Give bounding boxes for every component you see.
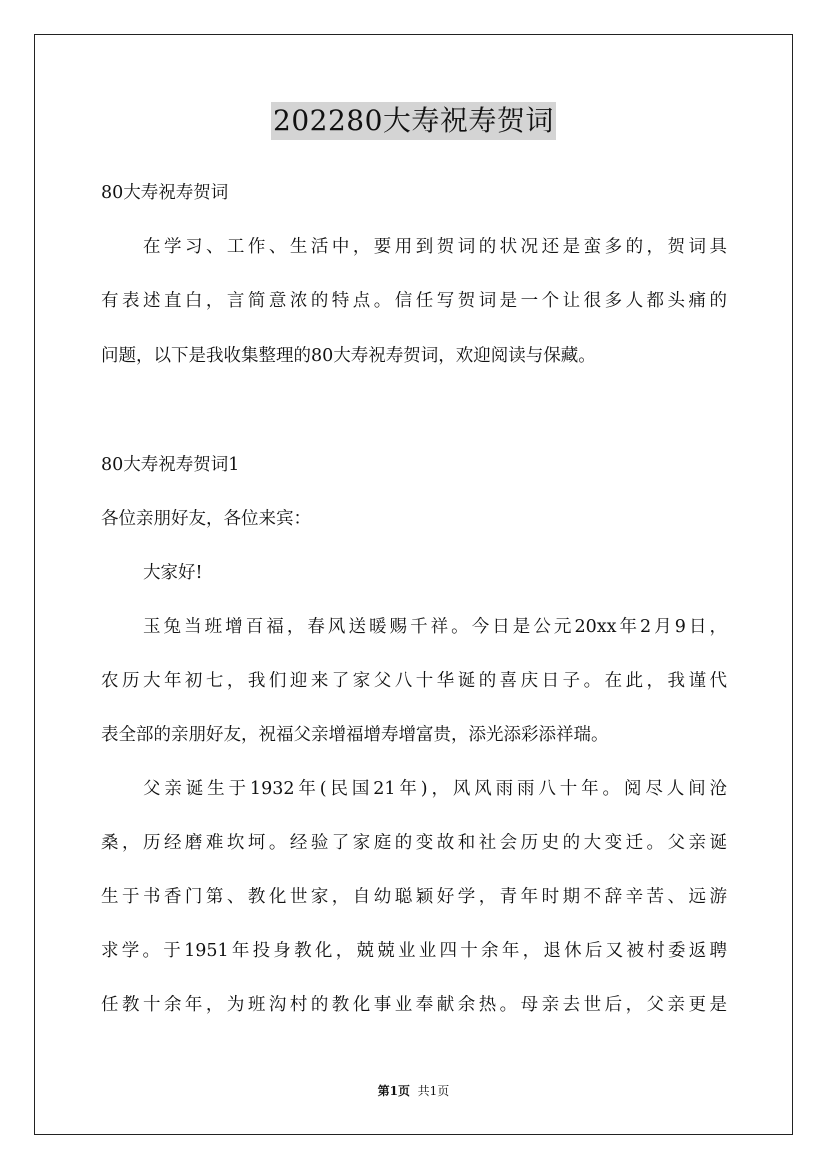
salutation-line: 各位亲朋好友，各位来宾：: [101, 509, 311, 529]
intro-line-3: 问题，以下是我收集整理的80大寿祝寿贺词，欢迎阅读与保藏。: [101, 346, 596, 366]
paragraph-line: 表全部的亲朋好友，祝福父亲增福增寿增富贵，添光添彩添祥瑞。: [101, 725, 609, 745]
paragraph-line: 生于书香门第、教化世家，自幼聪颖好学，青年时期不辞辛苦、远游: [101, 887, 727, 907]
paragraph-line: 父亲诞生于1932年(民国21年)，风风雨雨八十年。阅尽人间沧: [143, 779, 727, 799]
title-container: [0, 102, 827, 140]
paragraph-line: 农历大年初七，我们迎来了家父八十华诞的喜庆日子。在此，我谨代: [101, 671, 727, 691]
paragraph-line: 任教十余年，为班沟村的教化事业奉献余热。母亲去世后，父亲更是: [101, 995, 727, 1015]
greeting-line: 大家好!: [143, 563, 203, 583]
paragraph-line: 求学。于1951年投身教化，兢兢业业四十余年，退休后又被村委返聘: [101, 941, 727, 961]
subtitle-line: 80大寿祝寿贺词: [101, 183, 229, 203]
intro-line-1: 在学习、工作、生活中，要用到贺词的状况还是蛮多的，贺词具: [143, 237, 727, 257]
intro-line-2: 有表述直白，言简意浓的特点。信任写贺词是一个让很多人都头痛的: [101, 291, 727, 311]
document-title: 202280大寿祝寿贺词: [271, 102, 556, 140]
paragraph-line: 玉兔当班增百福，春风送暖赐千祥。今日是公元20xx年2月9日，: [143, 617, 727, 637]
paragraph-line: 桑，历经磨难坎坷。经验了家庭的变故和社会历史的大变迁。父亲诞: [101, 833, 727, 853]
total-pages: 共1页: [417, 1084, 450, 1098]
page-number: 第1页: [377, 1084, 411, 1098]
section-heading: 80大寿祝寿贺词1: [101, 455, 240, 475]
page-footer: [0, 1083, 827, 1099]
